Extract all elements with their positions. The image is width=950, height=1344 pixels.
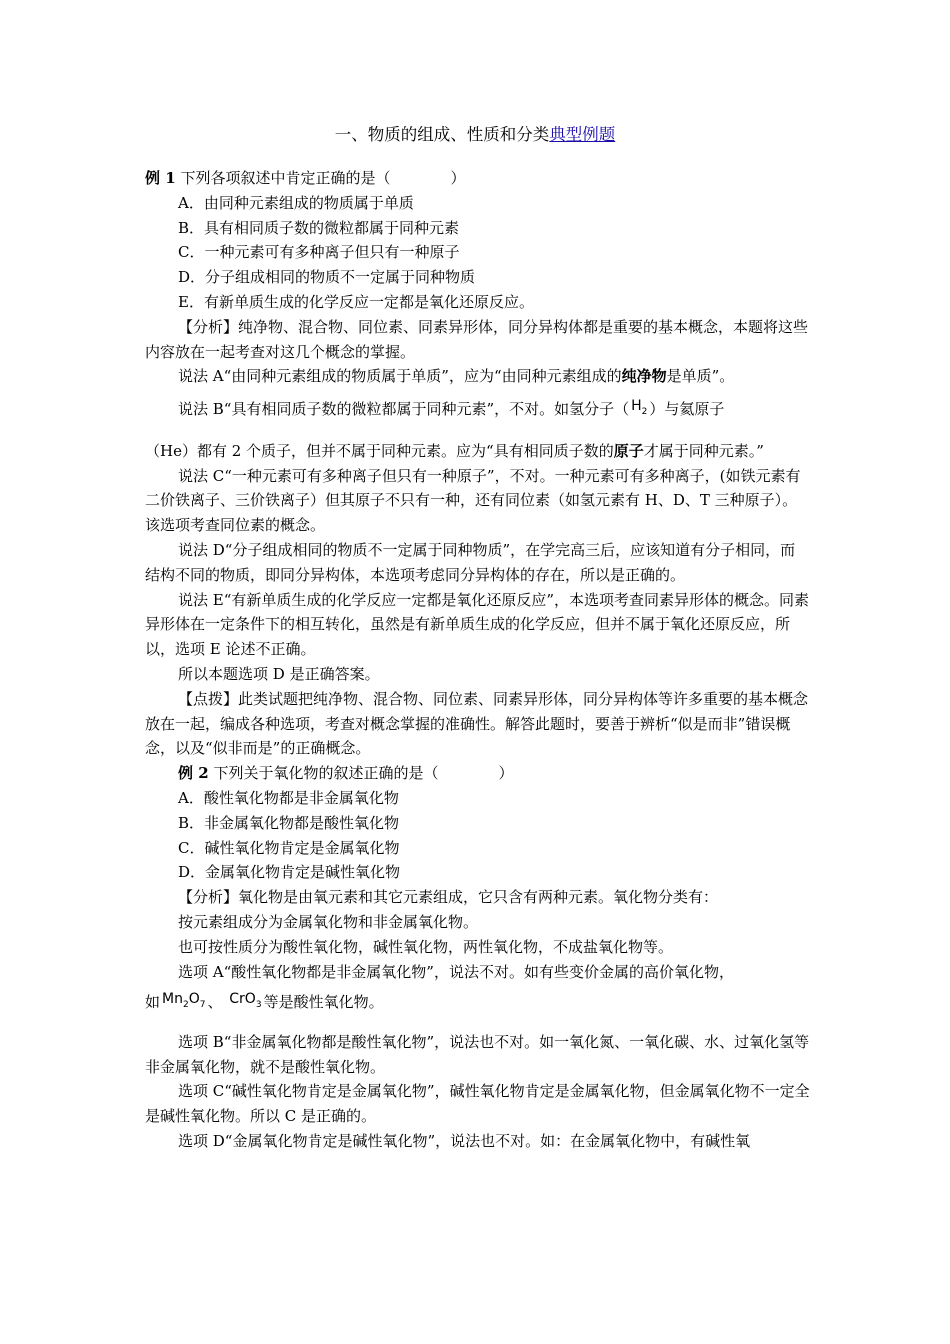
typical-examples-link[interactable]: 典型例题 — [549, 125, 616, 144]
document-body — [145, 166, 810, 1154]
example-1-option-a: A．由同种元素组成的物质属于单质 — [178, 193, 414, 212]
analysis-label: 【分析】 — [178, 888, 239, 907]
page-title — [0, 124, 950, 146]
formula-mn2o7: $Mn_2O_7$ — [162, 991, 206, 1011]
example-1-statement-c: 说法 C“一种元素可有多种离子但只有一种原子”，不对。一种元素可有多种离子，(如铁元素有二价铁离子、三价铁离子）但其原子不只有一种，还有同位素（如氢元素有 H、D、T 三种原子）。该选项考查同位素的概念。 — [145, 466, 801, 535]
example-1-option-b: B．具有相同质子数的微粒都属于同种元素 — [178, 218, 460, 237]
example-2-option-b-analysis: 选项 B“非金属氧化物都是酸性氧化物”，说法也不对。如一氧化氮、一氧化碳、水、过氧化氢等非金属氧化物，就不是酸性氧化物。 — [145, 1032, 810, 1076]
example-2-option-c-analysis: 选项 C“碱性氧化物肯定是金属氧化物”，碱性氧化物肯定是金属氧化物，但金属氧化物不一定全是碱性氧化物。所以 C 是正确的。 — [145, 1082, 810, 1126]
example-1-option-d: D．分子组成相同的物质不一定属于同种物质 — [178, 268, 476, 287]
example-1-statement-b: 说法 B“具有相同质子数的微粒都属于同种元素”，不对。如氢分子（ $H_2$ ）与氦原子 — [178, 398, 725, 419]
example-2-option-a-analysis: 选项 A“酸性氧化物都是非金属氧化物”，说法不对。如有些变价金属的高价氧化物， — [178, 962, 734, 981]
analysis-label: 【分析】 — [178, 317, 239, 336]
example-1-label: 例 1 — [145, 169, 176, 187]
example-2-label: 例 2 — [178, 764, 209, 783]
keyword-atom: 原子 — [613, 441, 644, 460]
example-1-question: 例 1 下列各项叙述中肯定正确的是（ ） — [145, 169, 466, 187]
example-2-classification-property: 也可按性质分为酸性氧化物，碱性氧化物，两性氧化物，不成盐氧化物等。 — [178, 937, 674, 956]
example-1-tip: 【点拨】此类试题把纯净物、混合物、同位素、同素异形体，同分异构体等许多重要的基本概念放在一起，编成各种选项，考查对概念掌握的准确性。解答此题时，要善于辨析“似是而非”错误概念，以及“似非而是”的正确概念。 — [145, 689, 809, 758]
example-2-option-a-examples: 如 $Mn_2O_7$ 、 CrO$_3$ 等是酸性氧化物。 — [145, 991, 384, 1012]
example-1-analysis: 【分析】纯净物、混合物、同位素、同素异形体，同分异构体都是重要的基本概念，本题将这些内容放在一起考查对这几个概念的掌握。 — [145, 317, 809, 361]
example-1-statement-d: 说法 D“分子组成相同的物质不一定属于同种物质”，在学完高三后，应该知道有分子相同，而结构不同的物质，即同分异构体，本选项考虑同分异构体的存在，所以是正确的。 — [145, 540, 796, 584]
example-1-statement-b-cont: （He）都有 2 个质子，但并不属于同种元素。应为“具有相同质子数的原子才属于同种元素。” — [145, 441, 764, 460]
example-2-option-a: A．酸性氧化物都是非金属氧化物 — [178, 788, 399, 807]
example-2-classification-composition: 按元素组成分为金属氧化物和非金属氧化物。 — [178, 912, 479, 931]
formula-cro3: CrO$_3$ — [229, 991, 262, 1011]
example-1-option-e: E．有新单质生成的化学反应一定都是氧化还原反应。 — [178, 292, 534, 311]
keyword-pure-substance: 纯净物 — [621, 367, 667, 386]
example-1-option-c: C．一种元素可有多种离子但只有一种原子 — [178, 243, 460, 262]
example-2-option-c: C．碱性氧化物肯定是金属氧化物 — [178, 838, 400, 857]
example-2-question: 例 2 下列关于氧化物的叙述正确的是（ ） — [178, 764, 514, 783]
example-1-statement-a: 说法 A“由同种元素组成的物质属于单质”，应为“由同种元素组成的纯净物是单质”。 — [178, 367, 735, 386]
formula-h2: $H_2$ — [631, 398, 648, 417]
tip-label: 【点拨】 — [178, 689, 239, 708]
title-text: 一、物质的组成、性质和分类 — [334, 125, 550, 144]
example-2-option-d: D．金属氧化物肯定是碱性氧化物 — [178, 863, 401, 882]
example-2-analysis: 【分析】氧化物是由氧元素和其它元素组成，它只含有两种元素。氧化物分类有： — [178, 888, 719, 907]
example-1-conclusion: 所以本题选项 D 是正确答案。 — [178, 664, 380, 683]
example-1-statement-e: 说法 E“有新单质生成的化学反应一定都是氧化还原反应”，本选项考查同素异形体的概念。同素异形体在一定条件下的相互转化，虽然是有新单质生成的化学反应，但并不属于氧化还原反应，所以，选项 E 论述不正确。 — [145, 590, 810, 659]
example-2-option-d-analysis: 选项 D“金属氧化物肯定是碱性氧化物”，说法也不对。如：在金属氧化物中，有碱性氧 — [178, 1132, 751, 1151]
example-2-option-b: B．非金属氧化物都是酸性氧化物 — [178, 813, 400, 832]
